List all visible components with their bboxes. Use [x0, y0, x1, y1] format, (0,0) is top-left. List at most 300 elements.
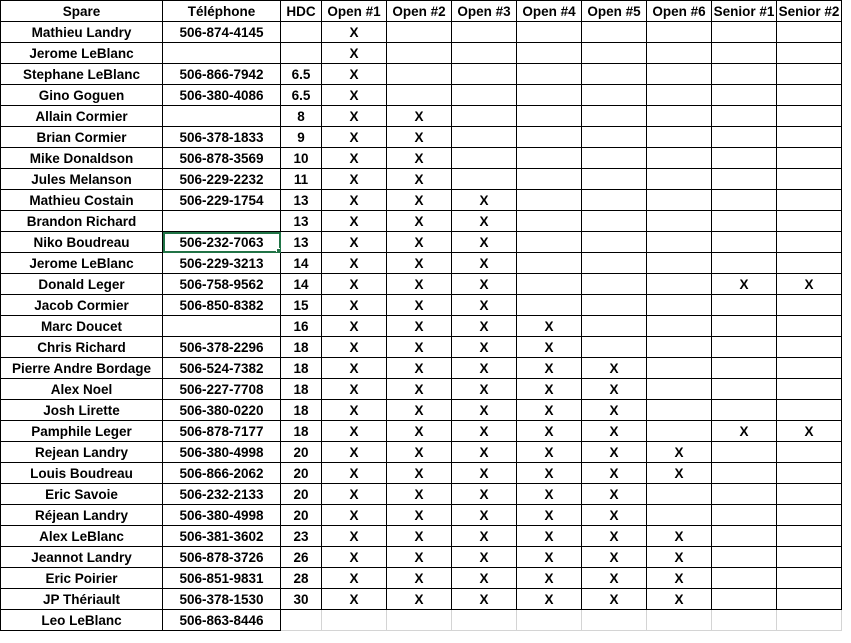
cell-senior-2[interactable]	[777, 127, 842, 148]
cell-senior-2[interactable]	[777, 211, 842, 232]
cell-open-1[interactable]: X	[322, 169, 387, 190]
cell-open-6[interactable]	[647, 43, 712, 64]
cell-senior-1[interactable]	[712, 568, 777, 589]
cell-name[interactable]: Pierre Andre Bordage	[1, 358, 163, 379]
cell-hdc[interactable]: 18	[281, 337, 322, 358]
cell-open-3[interactable]	[452, 64, 517, 85]
cell-hdc[interactable]: 26	[281, 547, 322, 568]
cell-senior-1[interactable]	[712, 505, 777, 526]
cell-name[interactable]: Jeannot Landry	[1, 547, 163, 568]
cell-hdc[interactable]: 28	[281, 568, 322, 589]
cell-open-5[interactable]	[582, 85, 647, 106]
cell-phone[interactable]: 506-863-8446	[163, 610, 281, 631]
cell-open-5[interactable]: X	[582, 442, 647, 463]
cell-open-5[interactable]: X	[582, 463, 647, 484]
cell-phone[interactable]	[163, 106, 281, 127]
cell-open-3[interactable]: X	[452, 211, 517, 232]
cell-open-3[interactable]: X	[452, 253, 517, 274]
cell-hdc[interactable]: 18	[281, 400, 322, 421]
cell-open-1[interactable]: X	[322, 379, 387, 400]
cell-open-3[interactable]: X	[452, 568, 517, 589]
cell-phone[interactable]: 506-227-7708	[163, 379, 281, 400]
cell-open-4[interactable]	[517, 43, 582, 64]
cell-open-4[interactable]: X	[517, 358, 582, 379]
cell-name[interactable]: Eric Savoie	[1, 484, 163, 505]
cell-open-6[interactable]	[647, 148, 712, 169]
cell-open-5[interactable]: X	[582, 547, 647, 568]
cell-senior-1[interactable]	[712, 589, 777, 610]
cell-senior-1[interactable]	[712, 337, 777, 358]
cell-open-3[interactable]: X	[452, 316, 517, 337]
cell-open-4[interactable]: X	[517, 442, 582, 463]
cell-open-5[interactable]	[582, 64, 647, 85]
cell-open-2[interactable]: X	[387, 505, 452, 526]
cell-open-1[interactable]: X	[322, 526, 387, 547]
cell-open-4[interactable]	[517, 169, 582, 190]
cell-senior-2[interactable]	[777, 547, 842, 568]
cell-open-2[interactable]: X	[387, 526, 452, 547]
cell-name[interactable]: Brandon Richard	[1, 211, 163, 232]
cell-open-5[interactable]	[582, 169, 647, 190]
cell-phone[interactable]: 506-380-4998	[163, 442, 281, 463]
cell-open-2[interactable]: X	[387, 148, 452, 169]
cell-phone[interactable]: 506-851-9831	[163, 568, 281, 589]
cell-hdc[interactable]: 16	[281, 316, 322, 337]
cell-open-2[interactable]	[387, 85, 452, 106]
cell-hdc[interactable]: 6.5	[281, 85, 322, 106]
cell-senior-1[interactable]	[712, 127, 777, 148]
cell-name[interactable]: Niko Boudreau	[1, 232, 163, 253]
cell-open-5[interactable]	[582, 211, 647, 232]
cell-phone[interactable]: 506-380-4086	[163, 85, 281, 106]
cell-senior-1[interactable]	[712, 253, 777, 274]
cell-open-5[interactable]: X	[582, 421, 647, 442]
cell-open-1[interactable]: X	[322, 190, 387, 211]
cell-name[interactable]: Leo LeBlanc	[1, 610, 163, 631]
cell-open-2[interactable]: X	[387, 106, 452, 127]
cell-open-4[interactable]	[517, 148, 582, 169]
cell-open-4[interactable]: X	[517, 589, 582, 610]
cell-open-2[interactable]: X	[387, 316, 452, 337]
cell-hdc[interactable]: 13	[281, 232, 322, 253]
cell-senior-2[interactable]	[777, 295, 842, 316]
cell-open-2[interactable]	[387, 64, 452, 85]
cell-open-3[interactable]: X	[452, 274, 517, 295]
cell-open-3[interactable]	[452, 22, 517, 43]
cell-senior-2[interactable]	[777, 568, 842, 589]
cell-name[interactable]: Mike Donaldson	[1, 148, 163, 169]
cell-hdc[interactable]	[281, 43, 322, 64]
cell-open-6[interactable]	[647, 106, 712, 127]
cell-open-1[interactable]: X	[322, 64, 387, 85]
cell-phone[interactable]: 506-380-0220	[163, 400, 281, 421]
cell-open-3[interactable]	[452, 169, 517, 190]
cell-open-2[interactable]: X	[387, 190, 452, 211]
cell-hdc[interactable]: 6.5	[281, 64, 322, 85]
header-hdc[interactable]: HDC	[281, 1, 322, 22]
cell-open-6[interactable]	[647, 358, 712, 379]
cell-open-1[interactable]: X	[322, 463, 387, 484]
cell-open-1[interactable]: X	[322, 106, 387, 127]
cell-phone[interactable]: 506-229-1754	[163, 190, 281, 211]
cell-senior-2[interactable]	[777, 505, 842, 526]
cell-name[interactable]: Marc Doucet	[1, 316, 163, 337]
cell-open-6[interactable]	[647, 169, 712, 190]
cell-open-6[interactable]	[647, 253, 712, 274]
cell-senior-1[interactable]	[712, 610, 777, 631]
cell-senior-1[interactable]	[712, 295, 777, 316]
cell-phone[interactable]: 506-381-3602	[163, 526, 281, 547]
cell-name[interactable]: Josh Lirette	[1, 400, 163, 421]
cell-open-3[interactable]: X	[452, 463, 517, 484]
cell-phone[interactable]: 506-850-8382	[163, 295, 281, 316]
cell-open-3[interactable]: X	[452, 358, 517, 379]
cell-open-1[interactable]: X	[322, 442, 387, 463]
cell-open-3[interactable]: X	[452, 295, 517, 316]
cell-open-2[interactable]: X	[387, 295, 452, 316]
cell-phone[interactable]: 506-380-4998	[163, 505, 281, 526]
cell-senior-1[interactable]	[712, 211, 777, 232]
cell-open-6[interactable]	[647, 484, 712, 505]
cell-open-4[interactable]: X	[517, 463, 582, 484]
cell-open-3[interactable]: X	[452, 484, 517, 505]
cell-open-5[interactable]: X	[582, 568, 647, 589]
cell-name[interactable]: Réjean Landry	[1, 505, 163, 526]
cell-open-4[interactable]	[517, 190, 582, 211]
cell-hdc[interactable]: 10	[281, 148, 322, 169]
cell-open-6[interactable]	[647, 127, 712, 148]
cell-open-4[interactable]: X	[517, 484, 582, 505]
cell-open-3[interactable]: X	[452, 589, 517, 610]
cell-senior-2[interactable]	[777, 169, 842, 190]
cell-open-3[interactable]: X	[452, 526, 517, 547]
cell-phone[interactable]: 506-524-7382	[163, 358, 281, 379]
cell-open-6[interactable]: X	[647, 526, 712, 547]
cell-hdc[interactable]: 13	[281, 211, 322, 232]
cell-senior-2[interactable]	[777, 22, 842, 43]
cell-name[interactable]: Mathieu Costain	[1, 190, 163, 211]
cell-senior-1[interactable]	[712, 22, 777, 43]
cell-open-5[interactable]	[582, 43, 647, 64]
cell-senior-2[interactable]	[777, 442, 842, 463]
cell-open-1[interactable]: X	[322, 127, 387, 148]
header-open-6[interactable]: Open #6	[647, 1, 712, 22]
cell-senior-1[interactable]: X	[712, 274, 777, 295]
cell-open-1[interactable]: X	[322, 589, 387, 610]
cell-open-2[interactable]: X	[387, 232, 452, 253]
cell-senior-1[interactable]	[712, 463, 777, 484]
cell-open-1[interactable]: X	[322, 43, 387, 64]
cell-senior-1[interactable]	[712, 400, 777, 421]
cell-open-6[interactable]	[647, 421, 712, 442]
cell-open-6[interactable]	[647, 190, 712, 211]
cell-open-4[interactable]	[517, 232, 582, 253]
cell-senior-2[interactable]	[777, 400, 842, 421]
cell-open-1[interactable]	[322, 610, 387, 631]
cell-phone[interactable]	[163, 43, 281, 64]
cell-open-4[interactable]: X	[517, 568, 582, 589]
cell-open-4[interactable]	[517, 274, 582, 295]
cell-open-2[interactable]	[387, 610, 452, 631]
cell-name[interactable]: Rejean Landry	[1, 442, 163, 463]
cell-phone[interactable]: 506-878-3726	[163, 547, 281, 568]
cell-open-5[interactable]: X	[582, 589, 647, 610]
cell-name[interactable]: Stephane LeBlanc	[1, 64, 163, 85]
cell-open-3[interactable]: X	[452, 379, 517, 400]
cell-open-1[interactable]: X	[322, 337, 387, 358]
cell-open-4[interactable]	[517, 106, 582, 127]
cell-open-2[interactable]: X	[387, 337, 452, 358]
cell-name[interactable]: Alex LeBlanc	[1, 526, 163, 547]
cell-hdc[interactable]: 13	[281, 190, 322, 211]
cell-open-3[interactable]	[452, 148, 517, 169]
cell-senior-2[interactable]: X	[777, 421, 842, 442]
cell-open-6[interactable]	[647, 337, 712, 358]
cell-senior-2[interactable]	[777, 253, 842, 274]
cell-open-6[interactable]	[647, 274, 712, 295]
cell-open-1[interactable]: X	[322, 232, 387, 253]
cell-phone[interactable]: 506-378-1833	[163, 127, 281, 148]
cell-open-4[interactable]	[517, 127, 582, 148]
cell-open-3[interactable]	[452, 610, 517, 631]
cell-hdc[interactable]	[281, 610, 322, 631]
cell-senior-2[interactable]	[777, 526, 842, 547]
cell-open-5[interactable]	[582, 316, 647, 337]
header-phone[interactable]: Téléphone	[163, 1, 281, 22]
cell-open-1[interactable]: X	[322, 568, 387, 589]
cell-senior-1[interactable]: X	[712, 421, 777, 442]
cell-hdc[interactable]: 23	[281, 526, 322, 547]
cell-open-4[interactable]: X	[517, 337, 582, 358]
cell-open-2[interactable]: X	[387, 484, 452, 505]
cell-open-2[interactable]: X	[387, 463, 452, 484]
cell-senior-2[interactable]	[777, 316, 842, 337]
cell-name[interactable]: Gino Goguen	[1, 85, 163, 106]
cell-phone[interactable]	[163, 316, 281, 337]
cell-open-3[interactable]	[452, 127, 517, 148]
cell-open-5[interactable]	[582, 190, 647, 211]
cell-senior-1[interactable]	[712, 547, 777, 568]
cell-open-4[interactable]	[517, 610, 582, 631]
cell-open-4[interactable]: X	[517, 547, 582, 568]
cell-open-1[interactable]: X	[322, 85, 387, 106]
cell-open-4[interactable]: X	[517, 505, 582, 526]
header-open-1[interactable]: Open #1	[322, 1, 387, 22]
cell-senior-1[interactable]	[712, 169, 777, 190]
cell-open-2[interactable]: X	[387, 547, 452, 568]
cell-open-6[interactable]	[647, 232, 712, 253]
cell-senior-2[interactable]	[777, 148, 842, 169]
cell-senior-2[interactable]	[777, 589, 842, 610]
cell-senior-2[interactable]	[777, 484, 842, 505]
cell-hdc[interactable]	[281, 22, 322, 43]
header-senior-1[interactable]: Senior #1	[712, 1, 777, 22]
cell-phone[interactable]: 506-866-2062	[163, 463, 281, 484]
cell-open-5[interactable]: X	[582, 358, 647, 379]
cell-senior-1[interactable]	[712, 64, 777, 85]
cell-open-5[interactable]	[582, 274, 647, 295]
cell-name[interactable]: Pamphile Leger	[1, 421, 163, 442]
cell-open-4[interactable]: X	[517, 316, 582, 337]
header-senior-2[interactable]: Senior #2	[777, 1, 842, 22]
cell-senior-1[interactable]	[712, 379, 777, 400]
cell-open-2[interactable]: X	[387, 589, 452, 610]
cell-open-2[interactable]: X	[387, 421, 452, 442]
cell-hdc[interactable]: 18	[281, 358, 322, 379]
cell-open-4[interactable]	[517, 22, 582, 43]
cell-open-2[interactable]: X	[387, 127, 452, 148]
cell-senior-2[interactable]	[777, 190, 842, 211]
cell-open-1[interactable]: X	[322, 274, 387, 295]
header-open-5[interactable]: Open #5	[582, 1, 647, 22]
cell-phone[interactable]: 506-866-7942	[163, 64, 281, 85]
cell-open-4[interactable]	[517, 211, 582, 232]
cell-open-3[interactable]	[452, 43, 517, 64]
cell-name[interactable]: Jerome LeBlanc	[1, 43, 163, 64]
cell-open-2[interactable]: X	[387, 400, 452, 421]
cell-senior-1[interactable]	[712, 43, 777, 64]
cell-phone[interactable]: 506-758-9562	[163, 274, 281, 295]
cell-open-6[interactable]: X	[647, 568, 712, 589]
cell-open-5[interactable]: X	[582, 400, 647, 421]
cell-open-1[interactable]: X	[322, 358, 387, 379]
cell-senior-1[interactable]	[712, 442, 777, 463]
header-open-3[interactable]: Open #3	[452, 1, 517, 22]
cell-phone[interactable]: 506-878-3569	[163, 148, 281, 169]
cell-open-6[interactable]: X	[647, 589, 712, 610]
cell-open-5[interactable]: X	[582, 505, 647, 526]
cell-name[interactable]: Jacob Cormier	[1, 295, 163, 316]
cell-open-3[interactable]: X	[452, 442, 517, 463]
cell-open-3[interactable]: X	[452, 232, 517, 253]
cell-name[interactable]: JP Thériault	[1, 589, 163, 610]
cell-open-2[interactable]: X	[387, 358, 452, 379]
cell-open-3[interactable]: X	[452, 547, 517, 568]
cell-open-2[interactable]	[387, 22, 452, 43]
cell-open-2[interactable]: X	[387, 379, 452, 400]
cell-open-2[interactable]: X	[387, 253, 452, 274]
header-open-2[interactable]: Open #2	[387, 1, 452, 22]
cell-open-1[interactable]: X	[322, 505, 387, 526]
cell-open-3[interactable]: X	[452, 400, 517, 421]
cell-open-2[interactable]	[387, 43, 452, 64]
cell-open-5[interactable]	[582, 295, 647, 316]
cell-open-4[interactable]	[517, 64, 582, 85]
cell-hdc[interactable]: 20	[281, 463, 322, 484]
cell-open-6[interactable]	[647, 211, 712, 232]
cell-open-1[interactable]: X	[322, 148, 387, 169]
cell-open-4[interactable]	[517, 295, 582, 316]
cell-open-6[interactable]	[647, 379, 712, 400]
cell-open-1[interactable]: X	[322, 400, 387, 421]
cell-open-5[interactable]: X	[582, 379, 647, 400]
cell-open-5[interactable]	[582, 253, 647, 274]
cell-name[interactable]: Eric Poirier	[1, 568, 163, 589]
header-name[interactable]: Spare	[1, 1, 163, 22]
cell-hdc[interactable]: 20	[281, 505, 322, 526]
cell-open-6[interactable]	[647, 22, 712, 43]
header-open-4[interactable]: Open #4	[517, 1, 582, 22]
cell-senior-2[interactable]	[777, 337, 842, 358]
cell-open-5[interactable]: X	[582, 526, 647, 547]
cell-open-2[interactable]: X	[387, 211, 452, 232]
cell-open-3[interactable]	[452, 85, 517, 106]
cell-open-3[interactable]: X	[452, 505, 517, 526]
cell-name[interactable]: Alex Noel	[1, 379, 163, 400]
cell-name[interactable]: Chris Richard	[1, 337, 163, 358]
cell-open-1[interactable]: X	[322, 421, 387, 442]
cell-open-5[interactable]	[582, 232, 647, 253]
cell-open-5[interactable]	[582, 148, 647, 169]
cell-phone-selected[interactable]: 506-232-7063	[163, 232, 281, 253]
cell-open-1[interactable]: X	[322, 547, 387, 568]
cell-senior-2[interactable]	[777, 106, 842, 127]
cell-open-2[interactable]: X	[387, 169, 452, 190]
cell-open-1[interactable]: X	[322, 211, 387, 232]
cell-senior-2[interactable]	[777, 358, 842, 379]
cell-phone[interactable]: 506-232-2133	[163, 484, 281, 505]
cell-senior-2[interactable]	[777, 610, 842, 631]
cell-open-5[interactable]	[582, 22, 647, 43]
cell-open-4[interactable]	[517, 85, 582, 106]
cell-senior-2[interactable]	[777, 64, 842, 85]
cell-senior-1[interactable]	[712, 484, 777, 505]
cell-name[interactable]: Donald Leger	[1, 274, 163, 295]
cell-open-6[interactable]: X	[647, 442, 712, 463]
cell-phone[interactable]: 506-378-2296	[163, 337, 281, 358]
cell-senior-1[interactable]	[712, 106, 777, 127]
cell-phone[interactable]	[163, 211, 281, 232]
cell-open-6[interactable]	[647, 85, 712, 106]
cell-phone[interactable]: 506-229-3213	[163, 253, 281, 274]
cell-name[interactable]: Allain Cormier	[1, 106, 163, 127]
cell-open-4[interactable]: X	[517, 379, 582, 400]
cell-hdc[interactable]: 15	[281, 295, 322, 316]
cell-senior-2[interactable]	[777, 85, 842, 106]
cell-hdc[interactable]: 8	[281, 106, 322, 127]
cell-open-6[interactable]	[647, 505, 712, 526]
cell-senior-1[interactable]	[712, 526, 777, 547]
cell-open-6[interactable]	[647, 64, 712, 85]
cell-name[interactable]: Mathieu Landry	[1, 22, 163, 43]
cell-hdc[interactable]: 14	[281, 274, 322, 295]
cell-open-5[interactable]	[582, 337, 647, 358]
cell-open-1[interactable]: X	[322, 484, 387, 505]
cell-name[interactable]: Jules Melanson	[1, 169, 163, 190]
cell-open-6[interactable]: X	[647, 547, 712, 568]
cell-senior-2[interactable]	[777, 43, 842, 64]
cell-open-4[interactable]	[517, 253, 582, 274]
cell-name[interactable]: Louis Boudreau	[1, 463, 163, 484]
cell-senior-2[interactable]	[777, 463, 842, 484]
cell-hdc[interactable]: 14	[281, 253, 322, 274]
cell-hdc[interactable]: 20	[281, 484, 322, 505]
cell-senior-1[interactable]	[712, 85, 777, 106]
cell-open-3[interactable]	[452, 106, 517, 127]
cell-senior-2[interactable]	[777, 232, 842, 253]
cell-senior-1[interactable]	[712, 232, 777, 253]
cell-open-2[interactable]: X	[387, 442, 452, 463]
cell-senior-1[interactable]	[712, 190, 777, 211]
cell-phone[interactable]: 506-378-1530	[163, 589, 281, 610]
cell-open-1[interactable]: X	[322, 253, 387, 274]
cell-open-6[interactable]	[647, 610, 712, 631]
cell-senior-1[interactable]	[712, 316, 777, 337]
cell-open-3[interactable]: X	[452, 421, 517, 442]
cell-hdc[interactable]: 20	[281, 442, 322, 463]
cell-open-3[interactable]: X	[452, 190, 517, 211]
cell-open-5[interactable]	[582, 106, 647, 127]
